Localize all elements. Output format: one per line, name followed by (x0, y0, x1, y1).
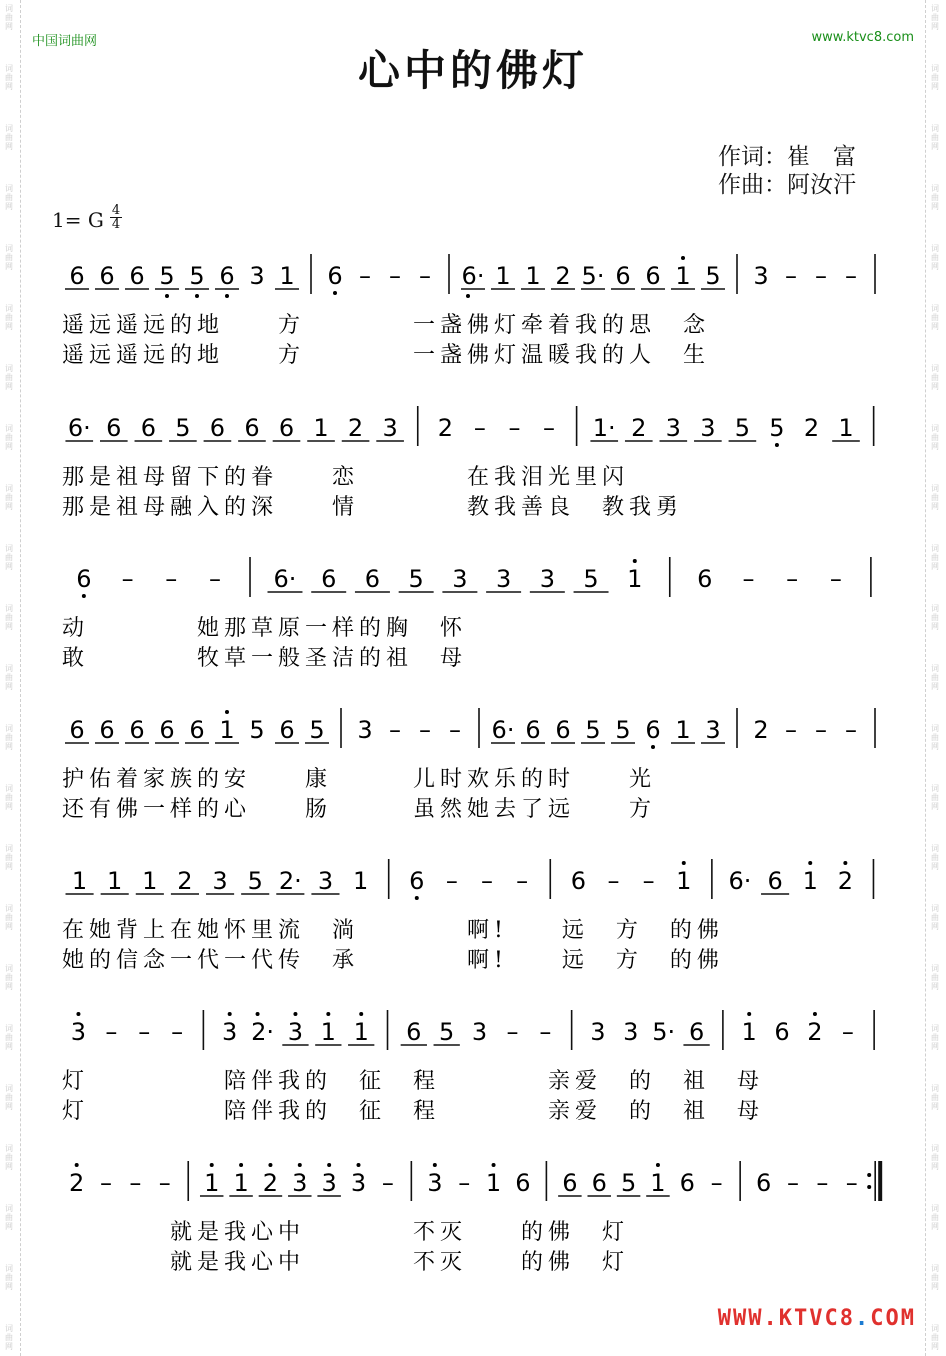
low-octave-dot (775, 443, 779, 447)
watermark-text: 词曲网 (5, 184, 13, 211)
note: 5 (585, 716, 601, 744)
note: 1 (233, 1169, 249, 1197)
watermark-text: 词曲网 (5, 904, 13, 931)
note: 2 (437, 414, 454, 442)
dash-note: – (841, 1018, 854, 1046)
watermark-text: 词曲网 (5, 244, 13, 271)
note: 3 (249, 262, 265, 290)
lyric-line: 就是我心中 不灭 的佛 灯 (62, 1250, 630, 1275)
low-octave-dot (651, 745, 655, 749)
note: 2 (177, 867, 193, 895)
watermark-text: 词曲网 (5, 4, 13, 31)
note: 5 (309, 716, 325, 744)
dash-note: – (742, 565, 755, 593)
note: 6 (515, 1169, 531, 1197)
dash-note: – (121, 565, 134, 593)
note: 1 (627, 565, 643, 593)
watermark-text: 词曲网 (931, 1204, 939, 1231)
watermark-text: 词曲网 (5, 1264, 13, 1291)
high-octave-dot (492, 1163, 496, 1167)
watermark-text: 词曲网 (931, 64, 939, 91)
dash-note: – (845, 1169, 858, 1197)
note: 2· (251, 1018, 275, 1046)
lyric-line: 灯 陪伴我的 征 程 亲爱 的 祖 母 (62, 1099, 765, 1124)
note: 3 (317, 867, 334, 895)
high-octave-dot (747, 1012, 751, 1016)
high-octave-dot (268, 1163, 272, 1167)
watermark-text: 词曲网 (931, 904, 939, 931)
note: 6 (364, 565, 381, 593)
note: 3 (471, 1018, 488, 1046)
note: 6 (189, 716, 205, 744)
watermark-text: 词曲网 (931, 424, 939, 451)
lyric-line: 动 她那草原一样的胸 怀 (62, 616, 468, 641)
dash-note: – (419, 716, 431, 744)
dash-note: – (829, 565, 842, 593)
note: 2· (278, 867, 302, 895)
lyric-line: 就是我心中 不灭 的佛 灯 (62, 1220, 630, 1245)
dash-note: – (381, 1169, 394, 1197)
high-octave-dot (681, 256, 685, 260)
dash-note: – (815, 716, 827, 744)
dash-note: – (845, 716, 857, 744)
note: 6 (129, 262, 145, 290)
note: 3 (357, 716, 373, 744)
note: 6 (129, 716, 145, 744)
note: 5 (583, 565, 599, 593)
high-octave-dot (359, 1012, 363, 1016)
dash-note: – (508, 414, 521, 442)
watermark-text: 词曲网 (5, 1144, 13, 1171)
dash-note: – (389, 262, 401, 290)
note: 3 (287, 1018, 304, 1046)
watermark-text: 词曲网 (5, 364, 13, 391)
note: 6 (219, 262, 235, 290)
note: 6· (491, 716, 515, 744)
note: 5 (249, 716, 265, 744)
dash-note: – (449, 716, 461, 744)
note: 3 (382, 414, 398, 442)
low-octave-dot (225, 294, 229, 298)
composer-credit: 作曲：阿汝汗 (718, 172, 856, 198)
watermark-text: 词曲网 (5, 1024, 13, 1051)
note: 3 (495, 565, 512, 593)
note: 3 (222, 1018, 238, 1046)
watermark-text: 词曲网 (931, 364, 939, 391)
note: 6 (279, 716, 295, 744)
watermark-text: 词曲网 (931, 784, 939, 811)
high-octave-dot (239, 1163, 243, 1167)
watermark-text: 词曲网 (931, 1324, 939, 1351)
high-octave-dot (808, 861, 812, 865)
high-octave-dot (75, 1163, 79, 1167)
time-signature-bottom: 4 (111, 217, 121, 232)
high-octave-dot (682, 861, 686, 865)
high-octave-dot (656, 1163, 660, 1167)
note: 6 (409, 867, 425, 895)
watermark-text: 词曲网 (931, 1024, 939, 1051)
footer-logo-end: COM (870, 1306, 916, 1331)
note: 6 (76, 565, 92, 593)
watermark-text: 词曲网 (5, 484, 13, 511)
note: 1 (353, 1018, 369, 1046)
dash-note: – (445, 867, 458, 895)
lyric-line: 敢 牧草一般圣洁的祖 母 (62, 646, 468, 671)
note: 1 (525, 262, 541, 290)
watermark-text: 词曲网 (5, 64, 13, 91)
dash-note: – (786, 565, 799, 593)
dash-note: – (816, 1169, 829, 1197)
note: 6 (244, 414, 260, 442)
note: 6 (278, 414, 295, 442)
low-octave-dot (195, 294, 199, 298)
note: 6 (69, 262, 85, 290)
high-octave-dot (633, 559, 637, 563)
note: 6· (728, 867, 752, 895)
note: 3 (623, 1018, 639, 1046)
lyric-line: 灯 陪伴我的 征 程 亲爱 的 祖 母 (62, 1069, 765, 1094)
watermark-text: 词曲网 (931, 124, 939, 151)
note: 1 (71, 867, 88, 895)
note: 1 (675, 262, 691, 290)
note: 5 (734, 414, 751, 442)
watermark-text: 词曲网 (5, 304, 13, 331)
note: 2 (347, 414, 364, 442)
watermark-text: 词曲网 (5, 124, 13, 151)
note: 6 (697, 565, 713, 593)
watermark-text: 词曲网 (5, 724, 13, 751)
watermark-text: 词曲网 (5, 604, 13, 631)
dash-note: – (539, 1018, 552, 1046)
note: 5 (439, 1018, 455, 1046)
lyric-line: 还有佛一样的心 肠 虽然她去了远 方 (62, 797, 657, 822)
dash-note: – (642, 867, 655, 895)
watermark-text: 词曲网 (931, 724, 939, 751)
note: 3 (212, 867, 228, 895)
watermark-text: 词曲网 (5, 1084, 13, 1111)
high-octave-dot (327, 1163, 331, 1167)
note: 1 (495, 262, 511, 290)
song-title: 心中的佛灯 (357, 46, 588, 95)
note: 6 (69, 716, 85, 744)
dash-note: – (542, 414, 555, 442)
note: 5 (620, 1169, 637, 1197)
footer-logo-main: WWW.KTVC8 (717, 1306, 855, 1331)
watermark-text: 词曲网 (931, 604, 939, 631)
watermark-text: 词曲网 (931, 964, 939, 991)
note: 1· (592, 414, 616, 442)
note: 6· (461, 262, 485, 290)
note: 6 (755, 1169, 772, 1197)
dash-note: – (786, 1169, 799, 1197)
note: 2 (807, 1018, 823, 1046)
note: 5· (581, 262, 605, 290)
note: 3 (321, 1169, 337, 1197)
note: 2 (262, 1169, 279, 1197)
footer-logo-dot: . (855, 1306, 871, 1331)
note: 6 (570, 867, 587, 895)
note: 5 (705, 262, 721, 290)
note: 5 (159, 262, 175, 290)
note: 6· (273, 565, 297, 593)
dash-note: – (710, 1169, 723, 1197)
note: 6 (645, 716, 661, 744)
note: 6 (555, 716, 571, 744)
dash-note: – (419, 262, 431, 290)
note: 5· (652, 1018, 676, 1046)
watermark-text: 词曲网 (931, 1144, 939, 1171)
watermark-text: 词曲网 (5, 844, 13, 871)
lyric-line: 那是祖母融入的深 情 教我善良 教我勇 (62, 495, 684, 520)
lyric-line: 那是祖母留下的眷 恋 在我泪光里闪 (62, 465, 630, 490)
footer-logo[interactable] (718, 1306, 916, 1331)
note: 6 (159, 716, 175, 744)
dash-note: – (607, 867, 620, 895)
watermark-text: 词曲网 (5, 964, 13, 991)
site-name-left[interactable]: 中国词曲网 (32, 34, 98, 49)
site-url-right[interactable]: www.ktvc8.com (811, 30, 914, 45)
dash-note: – (458, 1169, 471, 1197)
note: 1 (485, 1169, 502, 1197)
note: 1 (142, 867, 158, 895)
watermark-text: 词曲网 (931, 664, 939, 691)
watermark-text: 词曲网 (931, 544, 939, 571)
low-octave-dot (415, 896, 419, 900)
dash-note: – (171, 1018, 184, 1046)
note: 5 (247, 867, 263, 895)
note: 6 (106, 414, 122, 442)
note: 6 (591, 1169, 607, 1197)
note: 6 (406, 1018, 422, 1046)
note: 5 (408, 565, 424, 593)
dash-note: – (129, 1169, 142, 1197)
note: 1 (320, 1018, 336, 1046)
dash-note: – (785, 716, 797, 744)
note: 2 (555, 262, 571, 290)
note: 1 (352, 867, 369, 895)
watermark-text: 词曲网 (931, 184, 939, 211)
note: 6 (209, 414, 226, 442)
dash-note: – (815, 262, 827, 290)
note: 5 (615, 716, 631, 744)
high-octave-dot (225, 710, 229, 714)
note: 6 (327, 262, 343, 290)
lyric-line: 护佑着家族的安 康 儿时欢乐的时 光 (62, 767, 657, 792)
note: 1 (838, 414, 854, 442)
note: 2 (69, 1169, 85, 1197)
watermark-text: 词曲网 (5, 1324, 13, 1351)
note: 6 (645, 262, 661, 290)
time-signature-top: 4 (111, 203, 121, 218)
note: 1 (675, 716, 691, 744)
lyric-line: 在她背上在她怀里流 淌 啊! 远 方 的佛 (62, 918, 724, 943)
watermark-text: 词曲网 (931, 1264, 939, 1291)
high-octave-dot (256, 1012, 260, 1016)
note: 1 (802, 867, 818, 895)
note: 1 (219, 716, 235, 744)
dash-note: – (105, 1018, 118, 1046)
note: 6 (140, 414, 156, 442)
note: 1 (204, 1169, 220, 1197)
high-octave-dot (293, 1012, 297, 1016)
dash-note: – (165, 565, 178, 593)
note: 3 (70, 1018, 87, 1046)
watermark-text: 词曲网 (931, 484, 939, 511)
watermark-text: 词曲网 (5, 424, 13, 451)
watermark-text: 词曲网 (931, 304, 939, 331)
watermark-text: 词曲网 (931, 244, 939, 271)
dash-note: – (359, 262, 371, 290)
high-octave-dot (228, 1012, 232, 1016)
note: 6 (99, 262, 115, 290)
high-octave-dot (433, 1163, 437, 1167)
high-octave-dot (843, 861, 847, 865)
note: 6 (525, 716, 541, 744)
note: 3 (705, 716, 721, 744)
high-octave-dot (210, 1163, 214, 1167)
note: 2 (753, 716, 769, 744)
watermark-text: 词曲网 (931, 4, 939, 31)
high-octave-dot (357, 1163, 361, 1167)
high-octave-dot (76, 1012, 80, 1016)
low-octave-dot (165, 294, 169, 298)
dash-note: – (389, 716, 401, 744)
watermark-text: 词曲网 (5, 544, 13, 571)
note: 6 (99, 716, 115, 744)
watermark-text: 词曲网 (931, 1084, 939, 1111)
note: 6 (688, 1018, 705, 1046)
note: 6 (562, 1169, 578, 1197)
lyricist-credit: 作词：崔 富 (718, 144, 856, 170)
low-octave-dot (333, 291, 337, 295)
high-octave-dot (326, 1012, 330, 1016)
note: 6 (774, 1018, 790, 1046)
note: 3 (350, 1169, 367, 1197)
watermark-text: 词曲网 (5, 664, 13, 691)
key-signature: 1= G (52, 208, 104, 232)
dash-note: – (100, 1169, 113, 1197)
note: 5 (769, 414, 785, 442)
note: 3 (452, 565, 468, 593)
watermark-text: 词曲网 (5, 1204, 13, 1231)
note: 1 (279, 262, 295, 290)
note: 3 (539, 565, 555, 593)
note: 6· (67, 414, 91, 442)
note: 3 (700, 414, 716, 442)
note: 3 (753, 262, 769, 290)
dash-note: – (158, 1169, 171, 1197)
repeat-dot (867, 1173, 871, 1177)
lyric-line: 她的信念一代一代传 承 啊! 远 方 的佛 (62, 948, 724, 973)
dash-note: – (506, 1018, 519, 1046)
note: 6 (679, 1169, 695, 1197)
dash-note: – (473, 414, 486, 442)
low-octave-dot (82, 594, 86, 598)
note: 6 (767, 867, 783, 895)
note: 6 (615, 262, 631, 290)
dash-note: – (516, 867, 529, 895)
repeat-dot (867, 1185, 871, 1189)
note: 5 (175, 414, 191, 442)
note: 2 (803, 414, 820, 442)
note: 3 (427, 1169, 443, 1197)
note: 6 (321, 565, 337, 593)
high-octave-dot (298, 1163, 302, 1167)
note: 1 (741, 1018, 757, 1046)
note: 5 (189, 262, 205, 290)
watermark-text: 词曲网 (931, 844, 939, 871)
note: 2 (837, 867, 853, 895)
note: 1 (650, 1169, 666, 1197)
note: 1 (676, 867, 692, 895)
note: 2 (631, 414, 647, 442)
note: 3 (590, 1018, 606, 1046)
note: 1 (313, 414, 329, 442)
dash-note: – (845, 262, 857, 290)
dash-note: – (209, 565, 222, 593)
dash-note: – (785, 262, 797, 290)
note: 1 (107, 867, 123, 895)
note: 3 (665, 414, 681, 442)
lyric-line: 遥远遥远的地 方 一盏佛灯温暖我的人 生 (62, 343, 711, 368)
dash-note: – (138, 1018, 151, 1046)
watermark-text: 词曲网 (5, 784, 13, 811)
high-octave-dot (813, 1012, 817, 1016)
dash-note: – (481, 867, 494, 895)
lyric-line: 遥远遥远的地 方 一盏佛灯牵着我的思 念 (62, 313, 711, 338)
low-octave-dot (466, 294, 470, 298)
note: 3 (292, 1169, 308, 1197)
